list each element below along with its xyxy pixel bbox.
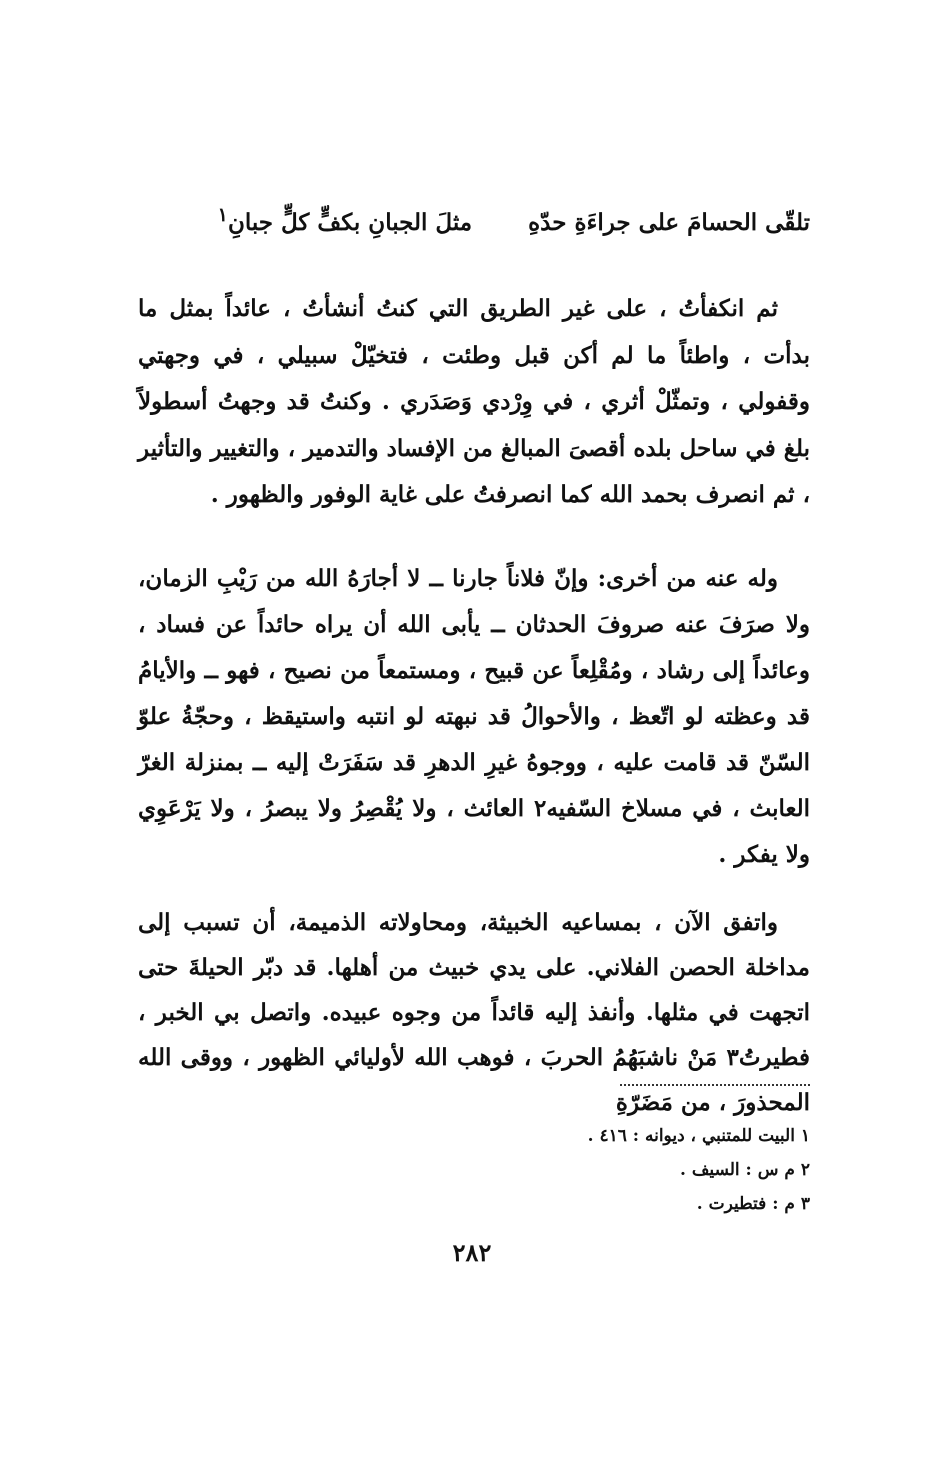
footnotes: [410, 1119, 810, 1221]
paragraph-3: واتفق الآن ، بمساعيه الخبيثة، ومحاولاته الذميمة، أن تسبب إلى مداخلة الحصن الفلاني. على يدي خبيث من أهلها. قد دبّر الحيلةَ حتى اتجهت في مثلها. وأنفذ إليه قائداً من وجوه عبيده. واتصل بي الخبر ، فطيرتُ٣ مَنْ ناشبَهُمُ الحربَ ، فوهب الله لأوليائي الظهور ، ووقى الله المحذورَ ، من مَضَرّةِ: [138, 909, 810, 1116]
footnote-2: ٢ م س : السيف .: [680, 1160, 810, 1180]
footnote-3: ٣ م : فتطيرت .: [696, 1194, 810, 1214]
verse-first-hemistich: تلقّى الحسامَ على جراءَةِ حدّهِ: [528, 208, 810, 236]
paragraph-2: وله عنه من أخرى: وإنّ فلاناً جارنا ــ لا أجارَهُ الله من رَيْبِ الزمان، ولا صرَفَ عنه صروفَ الحدثان ــ يأبى الله أن يراه حائداً عن فساد ، وعائداً إلى رشاد ، ومُقْلِعاً عن قبيح ، ومستمعاً من نصيح ، فهو ــ والأيامُ قد وعظته لو اتّعظ ، والأحوالُ قد نبهته لو انتبه واستيقظ ، وحجّةُ علوّ السّنّ قد قامت عليه ، ووجوهُ غيرِ الدهرِ قد سَفَرَتْ إليه ــ بمنزلة الغرّ العابث ، في مسلاخ السّفيه٢ العائث ، ولا يُقْصِرُ ولا يبصرُ ، ولا يَرْعَوِي ولا يفكر .: [138, 565, 810, 868]
footnote-mark: ١: [217, 203, 228, 226]
poetry-verse: [138, 192, 810, 238]
paragraph-1: ثم انكفأتُ ، على غير الطريق التي كنتُ أنشأتُ ، عائداً بمثل ما بدأت ، واطئاً ما لم أكن قبل وطئت ، فتخيّلْ سبيلي ، في وجهتي وقفولي ، وتمثّلْ أثري ، في وِرْدي وَصَدَري . وكنتُ قد وجهتُ أسطولاً بلغ في ساحل بلده أقصىَ المبالغ من الإفساد والتدمير ، والتغيير والتأثير ، ثم انصرف بحمد الله كما انصرفتُ على غاية الوفور والظهور .: [138, 295, 810, 508]
page-number: ٢٨٢: [452, 1238, 492, 1267]
footnote-divider: [620, 1084, 810, 1086]
footnote-1: ١ البيت للمتنبي ، ديوانه : ٤١٦ .: [587, 1126, 810, 1146]
verse-second-hemistich: مثلَ الجبانِ بكفٍّ كلٍّ جبانِ: [227, 208, 473, 236]
